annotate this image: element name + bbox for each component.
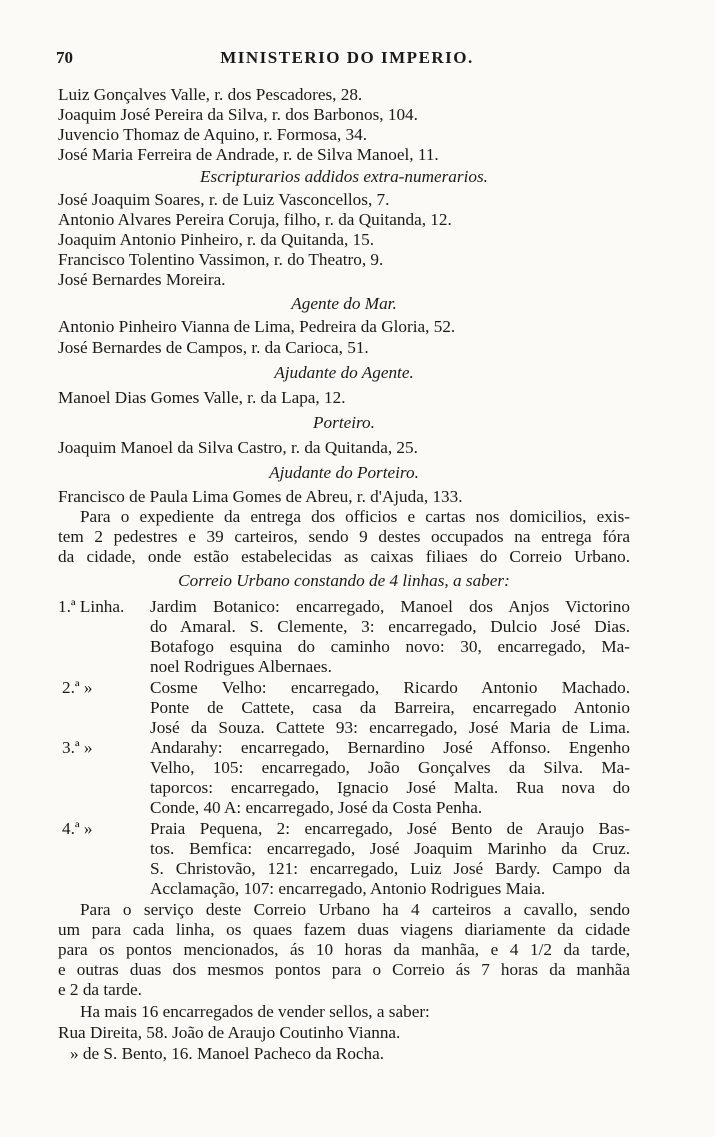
section-heading: Agente do Mar. [291,294,397,313]
linha-label: 4.ª » [62,819,93,838]
section-heading: Porteiro. [313,413,375,432]
linha-text: Jardim Botanico: encarregado, Manoel dos Anjos Victorino [150,597,630,616]
text-line: Francisco Tolentino Vassimon, r. do Theatro, 9. [58,250,384,269]
page-number: 70 [56,48,73,67]
linha-text: Conde, 40 A: encarregado, José da Costa Penha. [150,798,483,817]
paragraph-line: e outras duas dos mesmos pontos para o Correio ás 7 horas da manhãa [58,960,630,979]
text-line: Joaquim José Pereira da Silva, r. dos Barbonos, 104. [58,105,418,124]
page-header [56,48,638,74]
paragraph-line: tem 2 pedestres e 39 carteiros, sendo 9 destes occupados na entrega fóra [58,527,630,546]
paragraph-line: para os pontos mencionados, ás 10 horas da manhãa, e 4 1/2 da tarde, [58,940,630,959]
linha-text: do Amaral. S. Clemente, 3: encarregado, Dulcio José Dias. [150,617,630,636]
linha-text: Cosme Velho: encarregado, Ricardo Antonio Machado. [150,678,630,697]
running-title: MINISTERIO DO IMPERIO. [220,48,474,67]
text-line: Antonio Pinheiro Vianna de Lima, Pedreira da Gloria, 52. [58,317,456,336]
section-heading: Correio Urbano constando de 4 linhas, a saber: [178,571,510,590]
section-heading: Ajudante do Porteiro. [269,463,419,482]
paragraph-line: e 2 da tarde. [58,980,142,999]
paragraph-line: da cidade, onde estão estabelecidas as caixas filiaes do Correio Urbano. [58,547,630,566]
linha-text: José da Souza. Cattete 93: encarregado, José Maria de Lima. [150,718,630,737]
text-line: José Bernardes de Campos, r. da Carioca, 51. [58,338,369,357]
text-line: » de S. Bento, 16. Manoel Pacheco da Rocha. [70,1044,385,1063]
linha-text: noel Rodrigues Albernaes. [150,657,332,676]
linha-text: Velho, 105: encarregado, João Gonçalves da Silva. Ma- [150,758,630,777]
text-line: Francisco de Paula Lima Gomes de Abreu, r. d'Ajuda, 133. [58,487,463,506]
text-line: Ha mais 16 encarregados de vender sellos, a saber: [80,1002,430,1021]
text-line: José Maria Ferreira de Andrade, r. de Silva Manoel, 11. [58,145,439,164]
linha-text: tos. Bemfica: encarregado, José Joaquim Marinho da Cruz. [150,839,630,858]
text-line: Luiz Gonçalves Valle, r. dos Pescadores, 28. [58,85,363,104]
linha-label: 3.ª » [62,738,93,757]
text-line: José Joaquim Soares, r. de Luiz Vasconcellos, 7. [58,190,390,209]
linha-text: Praia Pequena, 2: encarregado, José Bento de Araujo Bas- [150,819,630,838]
text-line: Rua Direita, 58. João de Araujo Coutinho Vianna. [58,1023,401,1042]
linha-label: 1.ª Linha. [58,597,125,616]
section-heading: Ajudante do Agente. [274,363,414,382]
text-line: José Bernardes Moreira. [58,270,226,289]
linha-label: 2.ª » [62,678,93,697]
text-line: Juvencio Thomaz de Aquino, r. Formosa, 34. [58,125,368,144]
linha-text: Andarahy: encarregado, Bernardino José Affonso. Engenho [150,738,630,757]
text-line: Joaquim Manoel da Silva Castro, r. da Quitanda, 25. [58,438,418,457]
section-heading: Escripturarios addidos extra-numerarios. [200,167,488,186]
linha-text: Botafogo esquina do caminho novo: 30, encarregado, Ma- [150,637,630,656]
paragraph-line: Para o serviço deste Correio Urbano ha 4 carteiros a cavallo, sendo [80,900,630,919]
text-line: Antonio Alvares Pereira Coruja, filho, r. da Quitanda, 12. [58,210,452,229]
linha-text: S. Christovão, 121: encarregado, Luiz José Bardy. Campo da [150,859,630,878]
text-line: Joaquim Antonio Pinheiro, r. da Quitanda, 15. [58,230,375,249]
linha-text: Acclamação, 107: encarregado, Antonio Rodrigues Maia. [150,879,546,898]
text-line: Manoel Dias Gomes Valle, r. da Lapa, 12. [58,388,346,407]
paragraph-line: Para o expediente da entrega dos officios e cartas nos domicilios, exis- [80,507,630,526]
linha-text: Ponte de Cattete, casa da Barreira, encarregado Antonio [150,698,630,717]
paragraph-line: um para cada linha, os quaes fazem duas viagens diariamente da cidade [58,920,630,939]
linha-text: taporcos: encarregado, Ignacio José Malta. Rua nova do [150,778,630,797]
